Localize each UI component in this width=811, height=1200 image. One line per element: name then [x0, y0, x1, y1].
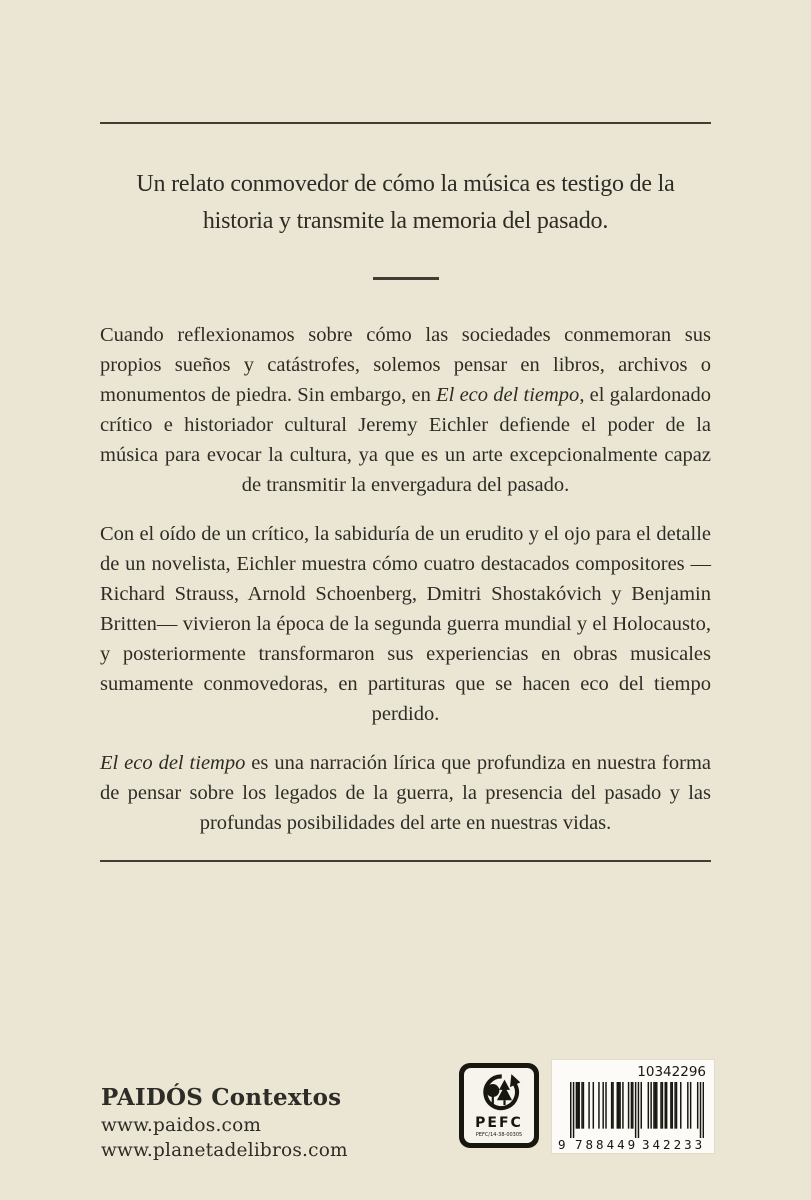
- publisher-footer: [101, 1084, 348, 1161]
- synopsis-paragraph-1: [100, 320, 711, 500]
- pefc-trees-icon: [477, 1073, 521, 1115]
- pefc-cert-number: PEFC/14-38-00305: [475, 1132, 523, 1138]
- section-divider-dash: [373, 277, 439, 280]
- publisher-url-planetadelibros: www.planetadelibros.com: [101, 1140, 348, 1161]
- isbn-group-1: 9: [558, 1137, 566, 1152]
- publisher-url-paidos: www.paidos.com: [101, 1115, 262, 1136]
- barcode-isbn-digits: [558, 1137, 708, 1152]
- book-title: El eco del tiempo: [436, 384, 580, 406]
- headline: [100, 166, 711, 240]
- synopsis-paragraph-2: [100, 519, 711, 729]
- paragraph-text: es una narración lírica que profundiza en nuestra forma de pensar sobre los legados de la guerra, la presencia del pasado y las profundas posibilidades del arte en nuestras vidas.: [100, 752, 711, 834]
- barcode-bars-area: [558, 1082, 708, 1152]
- paragraph-text: , el galardonado crítico e historiador cultural Jeremy Eichler defiende el poder de la música para evocar la cultura, ya que es un arte excepcionalmente capaz de transmitir la envergadura del pasado.: [100, 384, 711, 496]
- synopsis: [100, 320, 711, 838]
- paragraph-text: Con el oído de un crítico, la sabiduría de un erudito y el ojo para el detalle de un novelista, Eichler muestra cómo cuatro destacados compositores —Richard Strauss, Arnold Schoenberg, Dmitri Shostakóvich y Benjamin Britten— vivieron la época de la segunda guerra mundial y el Holocausto, y posteriormente transformaron sus experiencias en obras musicales sumamente conmovedoras, en partituras que se hacen eco del tiempo perdido.: [100, 523, 711, 725]
- barcode-bars: [570, 1082, 704, 1138]
- headline-line-1: Un relato conmovedor de cómo la música es testigo de la: [136, 171, 675, 197]
- bottom-rule: [100, 860, 711, 862]
- book-title: El eco del tiempo: [100, 752, 246, 774]
- paragraph-text: Cuando reflexionamos sobre cómo las sociedades conmemoran sus propios sueños y catástrofes, solemos pensar en libros, archivos o monumentos de piedra. Sin embargo, en: [100, 324, 711, 406]
- top-rule: [100, 122, 711, 124]
- isbn-group-3: 342233: [642, 1137, 706, 1152]
- isbn-group-2: 788449: [575, 1137, 639, 1152]
- pefc-label: PEFC: [475, 1115, 523, 1131]
- publisher-imprint: PAIDÓS Contextos: [101, 1084, 342, 1111]
- headline-line-2: historia y transmite la memoria del pasado.: [202, 208, 609, 234]
- pefc-badge: [459, 1063, 539, 1148]
- barcode-product-number: 10342296: [637, 1064, 706, 1080]
- barcode-panel: [552, 1060, 714, 1153]
- synopsis-paragraph-3: [100, 748, 711, 838]
- pefc-badge-panel: [464, 1068, 534, 1143]
